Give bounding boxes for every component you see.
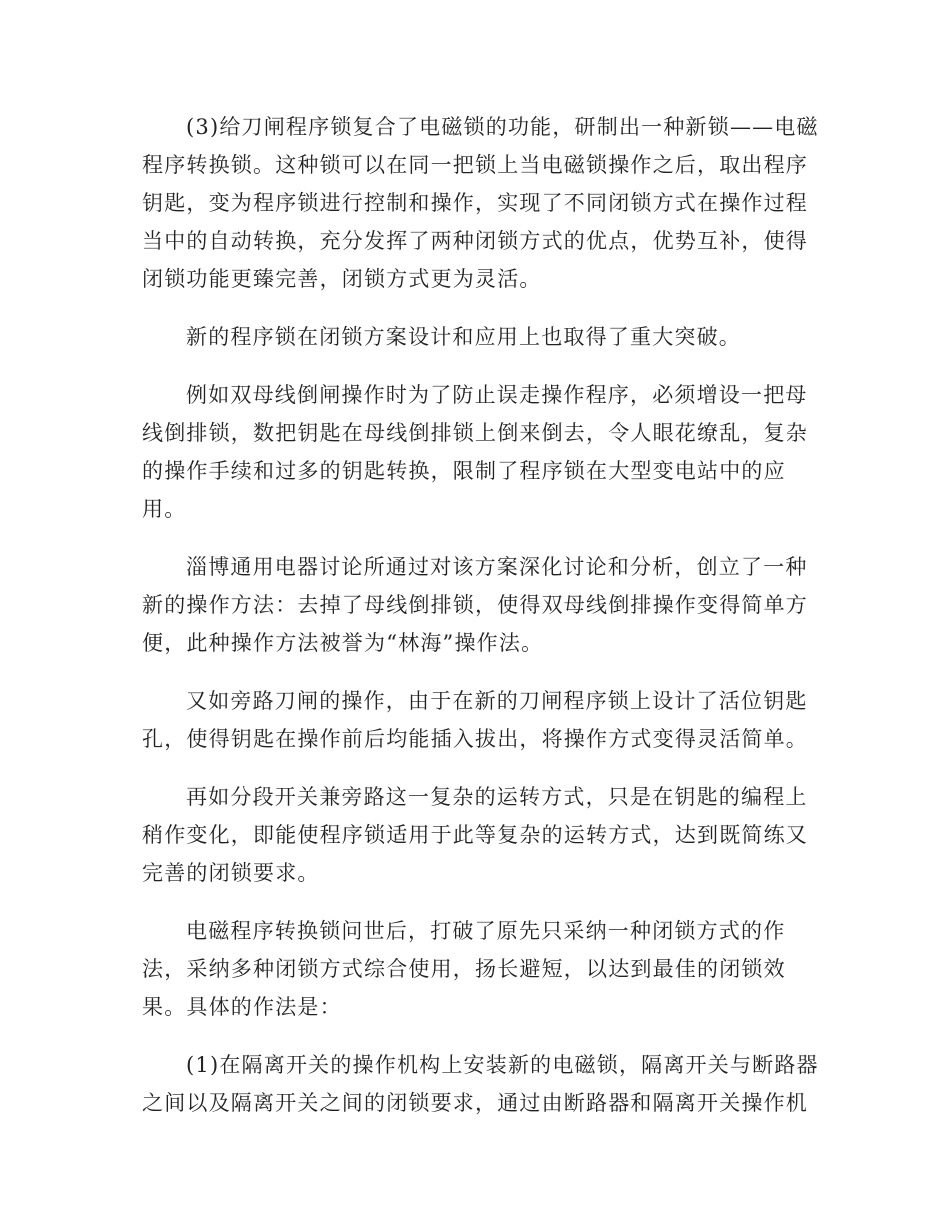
paragraph-line: 线倒排锁，数把钥匙在母线倒排锁上倒来倒去，令人眼花缭乱，复杂	[142, 421, 808, 445]
paragraph-line: 稍作变化，即能使程序锁适用于此等复杂的运转方式，达到既简练又	[142, 823, 808, 847]
paragraph-line: 果。具体的作法是：	[142, 995, 342, 1019]
paragraph-line: 当中的自动转换，充分发挥了两种闭锁方式的优点，优势互补，使得	[142, 229, 808, 253]
paragraph-8	[142, 1046, 819, 1122]
paragraph-7	[142, 912, 810, 1026]
paragraph-2	[142, 318, 810, 356]
paragraph-line: 便，此种操作方法被誉为“林海”操作法。	[142, 631, 544, 655]
paragraph-line: 完善的闭锁要求。	[142, 861, 320, 885]
paragraph-4	[142, 548, 810, 662]
paragraph-line: 新的程序锁在闭锁方案设计和应用上也取得了重大突破。	[186, 325, 741, 349]
paragraph-line: 的操作手续和过多的钥匙转换，限制了程序锁在大型变电站中的应	[142, 459, 786, 483]
paragraph-line: (3)给刀闸程序锁复合了电磁锁的功能，研制出一种新锁——电磁	[186, 115, 819, 139]
paragraph-line: 再如分段开关兼旁路这一复杂的运转方式，只是在钥匙的编程上	[186, 785, 808, 809]
paragraph-line: 用。	[142, 497, 187, 521]
paragraph-1	[142, 108, 819, 298]
paragraph-line: 程序转换锁。这种锁可以在同一把锁上当电磁锁操作之后，取出程序	[142, 153, 808, 177]
paragraph-line: 新的操作方法：去掉了母线倒排锁，使得双母线倒排操作变得简单方	[142, 593, 808, 617]
paragraph-3	[142, 376, 810, 528]
paragraph-5	[142, 682, 810, 758]
paragraph-line: 电磁程序转换锁问世后，打破了原先只采纳一种闭锁方式的作	[186, 919, 786, 943]
paragraph-6	[142, 778, 810, 892]
paragraph-line: 之间以及隔离开关之间的闭锁要求，通过由断路器和隔离开关操作机	[142, 1091, 808, 1115]
paragraph-line: (1)在隔离开关的操作机构上安装新的电磁锁，隔离开关与断路器	[186, 1053, 819, 1077]
paragraph-line: 例如双母线倒闸操作时为了防止误走操作程序，必须增设一把母	[186, 383, 808, 407]
paragraph-line: 又如旁路刀闸的操作，由于在新的刀闸程序锁上设计了活位钥匙	[186, 689, 808, 713]
paragraph-line: 钥匙，变为程序锁进行控制和操作，实现了不同闭锁方式在操作过程	[142, 191, 808, 215]
document-body	[142, 108, 819, 1142]
paragraph-line: 孔，使得钥匙在操作前后均能插入拔出，将操作方式变得灵活简单。	[142, 727, 808, 751]
paragraph-line: 闭锁功能更臻完善，闭锁方式更为灵活。	[142, 267, 542, 291]
paragraph-line: 法，采纳多种闭锁方式综合使用，扬长避短，以达到最佳的闭锁效	[142, 957, 786, 981]
paragraph-line: 淄博通用电器讨论所通过对该方案深化讨论和分析，创立了一种	[186, 555, 808, 579]
